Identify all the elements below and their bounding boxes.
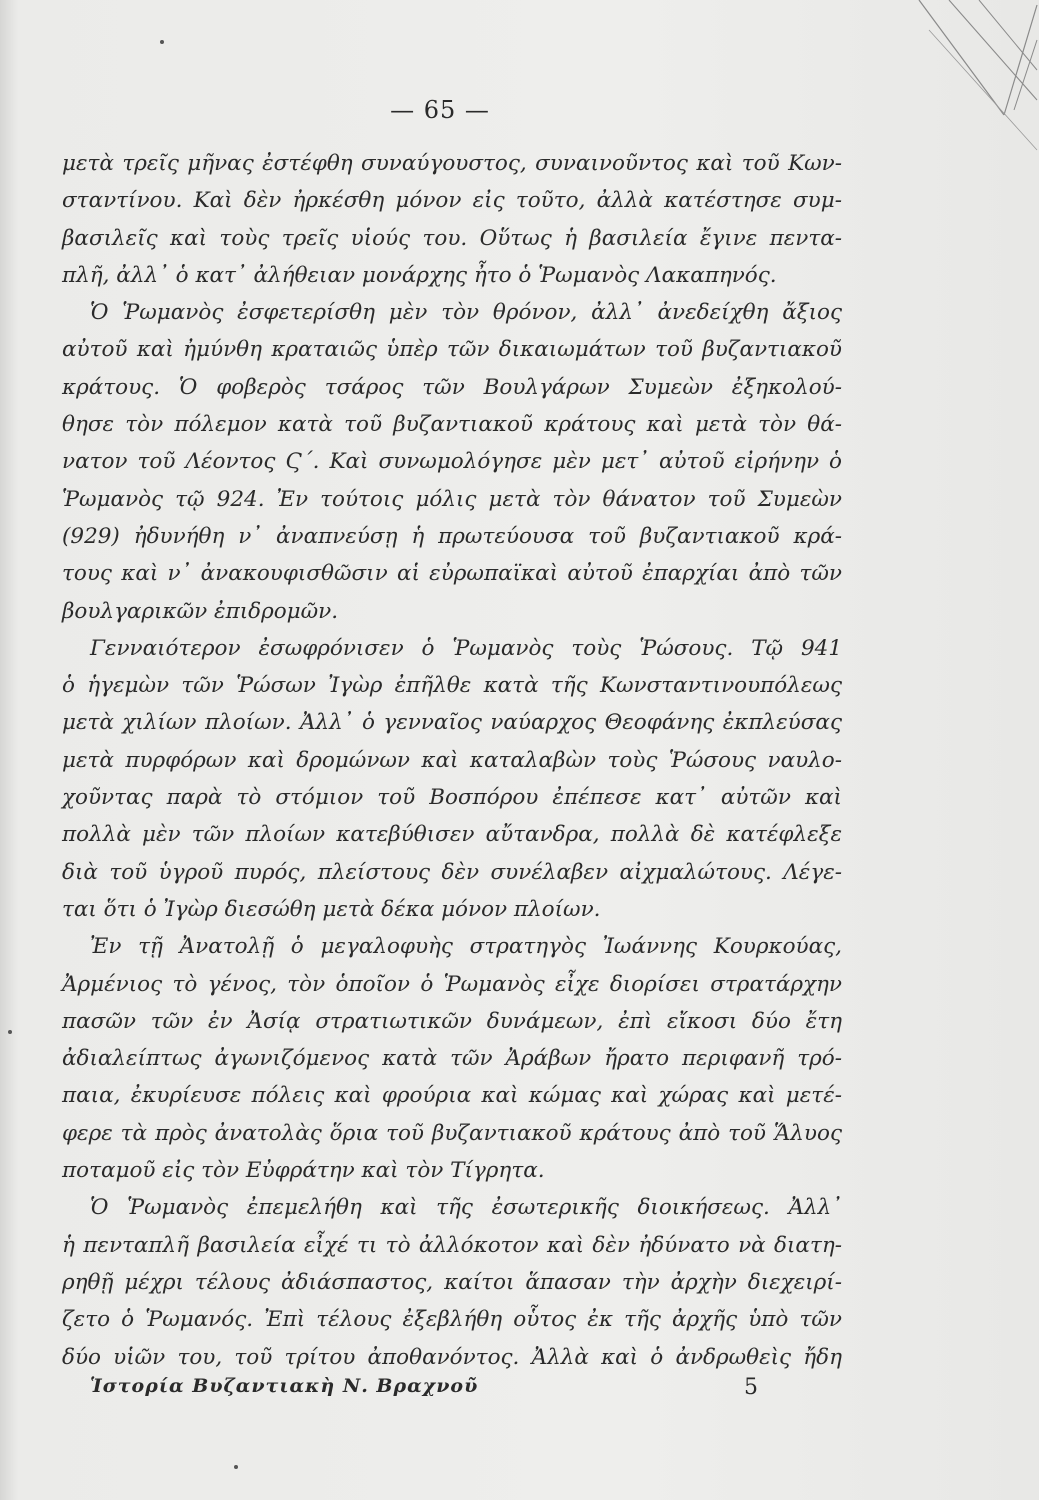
footer-book-title: Ἱστορία Βυζαντιακὴ Ν. Βραχνοῦ [90,1375,479,1397]
text-line: βουλγαρικῶν ἐπιδρομῶν. [62,598,339,624]
edge-speck [8,1030,12,1034]
text-line: μετὰ τρεῖς μῆνας ἐστέφθη συναύγουστος, συναινοῦντος καὶ τοῦ Κων- [62,151,842,176]
text-line: πλῆ, ἀλλ᾿ ὁ κατ᾿ ἀλήθειαν μονάρχης ἦτο ὁ Ῥωμανὸς Λακαπηνός. [62,262,777,288]
paragraph [62,145,842,294]
text-line: Ὁ Ῥωμανὸς ἐσφετερίσθη μὲν τὸν θρόνον, ἀλλ᾿ ἀνεδείχθη ἄξιος [90,300,842,326]
text-line: μετὰ χιλίων πλοίων. Ἀλλ᾿ ὁ γενναῖος ναύαρχος Θεοφάνης ἐκπλεύσας [62,710,842,736]
text-line: δύο υἱῶν του, τοῦ τρίτου ἀποθανόντος. Ἀλλὰ καὶ ὁ ἀνδρωθεὶς ἤδη [62,1344,842,1370]
text-line: φερε τὰ πρὸς ἀνατολὰς ὅρια τοῦ βυζαντιακοῦ κράτους ἀπὸ τοῦ Ἅλυος [62,1120,842,1146]
text-line: μετὰ πυρφόρων καὶ δρομώνων καὶ καταλαβὼν τοὺς Ῥώσους ναυλο- [62,747,842,773]
text-line: κράτους. Ὁ φοβερὸς τσάρος τῶν Βουλγάρων Συμεὼν ἐξηκολού- [62,374,842,400]
text-line: ρηθῇ μέχρι τέλους ἀδιάσπαστος, καίτοι ἅπασαν τὴν ἀρχὴν διεχειρί- [62,1269,842,1295]
paragraph [62,1189,842,1375]
signature-mark: 5 [744,1375,758,1400]
text-line: πολλὰ μὲν τῶν πλοίων κατεβύθισεν αὔτανδρα, πολλὰ δὲ κατέφλεξε [62,822,842,848]
body-text [62,145,842,1376]
text-line: ἀδιαλείπτως ἀγωνιζόμενος κατὰ τῶν Ἀράβων ἤρατο περιφανῆ τρό- [62,1046,842,1072]
page-footer [0,1375,1039,1405]
edge-speck [160,40,164,44]
text-line: θησε τὸν πόλεμον κατὰ τοῦ βυζαντιακοῦ κράτους καὶ μετὰ τὸν θά- [62,412,842,438]
text-line: τους καὶ ν᾿ ἀνακουφισθῶσιν αἱ εὐρωπαϊκαὶ αὐτοῦ ἐπαρχίαι ἀπὸ τῶν [62,561,842,587]
text-line: ἡ πενταπλῆ βασιλεία εἶχέ τι τὸ ἀλλόκοτον καὶ δὲν ἠδύνατο νὰ διατη- [62,1232,842,1258]
text-line: χοῦντας παρὰ τὸ στόμιον τοῦ Βοσπόρου ἐπέπεσε κατ᾿ αὐτῶν καὶ [62,785,842,811]
page-number: — 65 — [390,96,490,124]
text-line: (929) ἠδυνήθη ν᾿ ἀναπνεύσῃ ἡ πρωτεύουσα τοῦ βυζαντιακοῦ κρά- [62,523,842,549]
text-line: βασιλεῖς καὶ τοὺς τρεῖς υἱούς του. Οὕτως ἡ βασιλεία ἔγινε πεντα- [62,225,842,251]
paragraph [62,928,842,1189]
edge-speck [234,1465,238,1469]
pencil-sketch-marks [909,0,1039,160]
text-line: ποταμοῦ εἰς τὸν Εὐφράτην καὶ τὸν Τίγρητα. [62,1158,545,1184]
paragraph [62,294,842,630]
text-line: ται ὅτι ὁ Ἰγὼρ διεσώθη μετὰ δέκα μόνον πλοίων. [62,896,601,922]
text-line: Ἀρμένιος τὸ γένος, τὸν ὁποῖον ὁ Ῥωμανὸς εἶχε διορίσει στρατάρχην [62,971,842,997]
paragraph [62,630,842,928]
text-line: παια, ἐκυρίευσε πόλεις καὶ φρούρια καὶ κώμας καὶ χώρας καὶ μετέ- [62,1083,842,1109]
text-line: αὐτοῦ καὶ ἠμύνθη κραταιῶς ὑπὲρ τῶν δικαιωμάτων τοῦ βυζαντιακοῦ [62,337,842,363]
text-line: πασῶν τῶν ἐν Ἀσίᾳ στρατιωτικῶν δυνάμεων, ἐπὶ εἴκοσι δύο ἔτη [62,1008,842,1034]
text-line: ὁ ἡγεμὼν τῶν Ῥώσων Ἰγὼρ ἐπῆλθε κατὰ τῆς Κωνσταντινουπόλεως [62,673,842,699]
text-line: σταντίνου. Καὶ δὲν ἠρκέσθη μόνον εἰς τοῦτο, ἀλλὰ κατέστησε συμ- [62,188,842,214]
text-line: Ὁ Ῥωμανὸς ἐπεμελήθη καὶ τῆς ἐσωτερικῆς διοικήσεως. Ἀλλ᾿ [90,1195,842,1221]
text-line: διὰ τοῦ ὑγροῦ πυρός, πλείστους δὲν συνέλαβεν αἰχμαλώτους. Λέγε- [62,859,842,885]
text-line: νατον τοῦ Λέοντος Ϛ΄. Καὶ συνωμολόγησε μὲν μετ᾿ αὐτοῦ εἰρήνην ὁ [62,449,842,475]
text-line: Ῥωμανὸς τῷ 924. Ἐν τούτοις μόλις μετὰ τὸν θάνατον τοῦ Συμεὼν [62,486,842,512]
text-line: Γενναιότερον ἐσωφρόνισεν ὁ Ῥωμανὸς τοὺς Ῥώσους. Τῷ 941 [90,635,842,661]
text-line: ζετο ὁ Ῥωμανός. Ἐπὶ τέλους ἐξεβλήθη οὗτος ἐκ τῆς ἀρχῆς ὑπὸ τῶν [62,1307,842,1333]
text-line: Ἐν τῇ Ἀνατολῇ ὁ μεγαλοφυὴς στρατηγὸς Ἰωάννης Κουρκούας, [90,934,842,960]
